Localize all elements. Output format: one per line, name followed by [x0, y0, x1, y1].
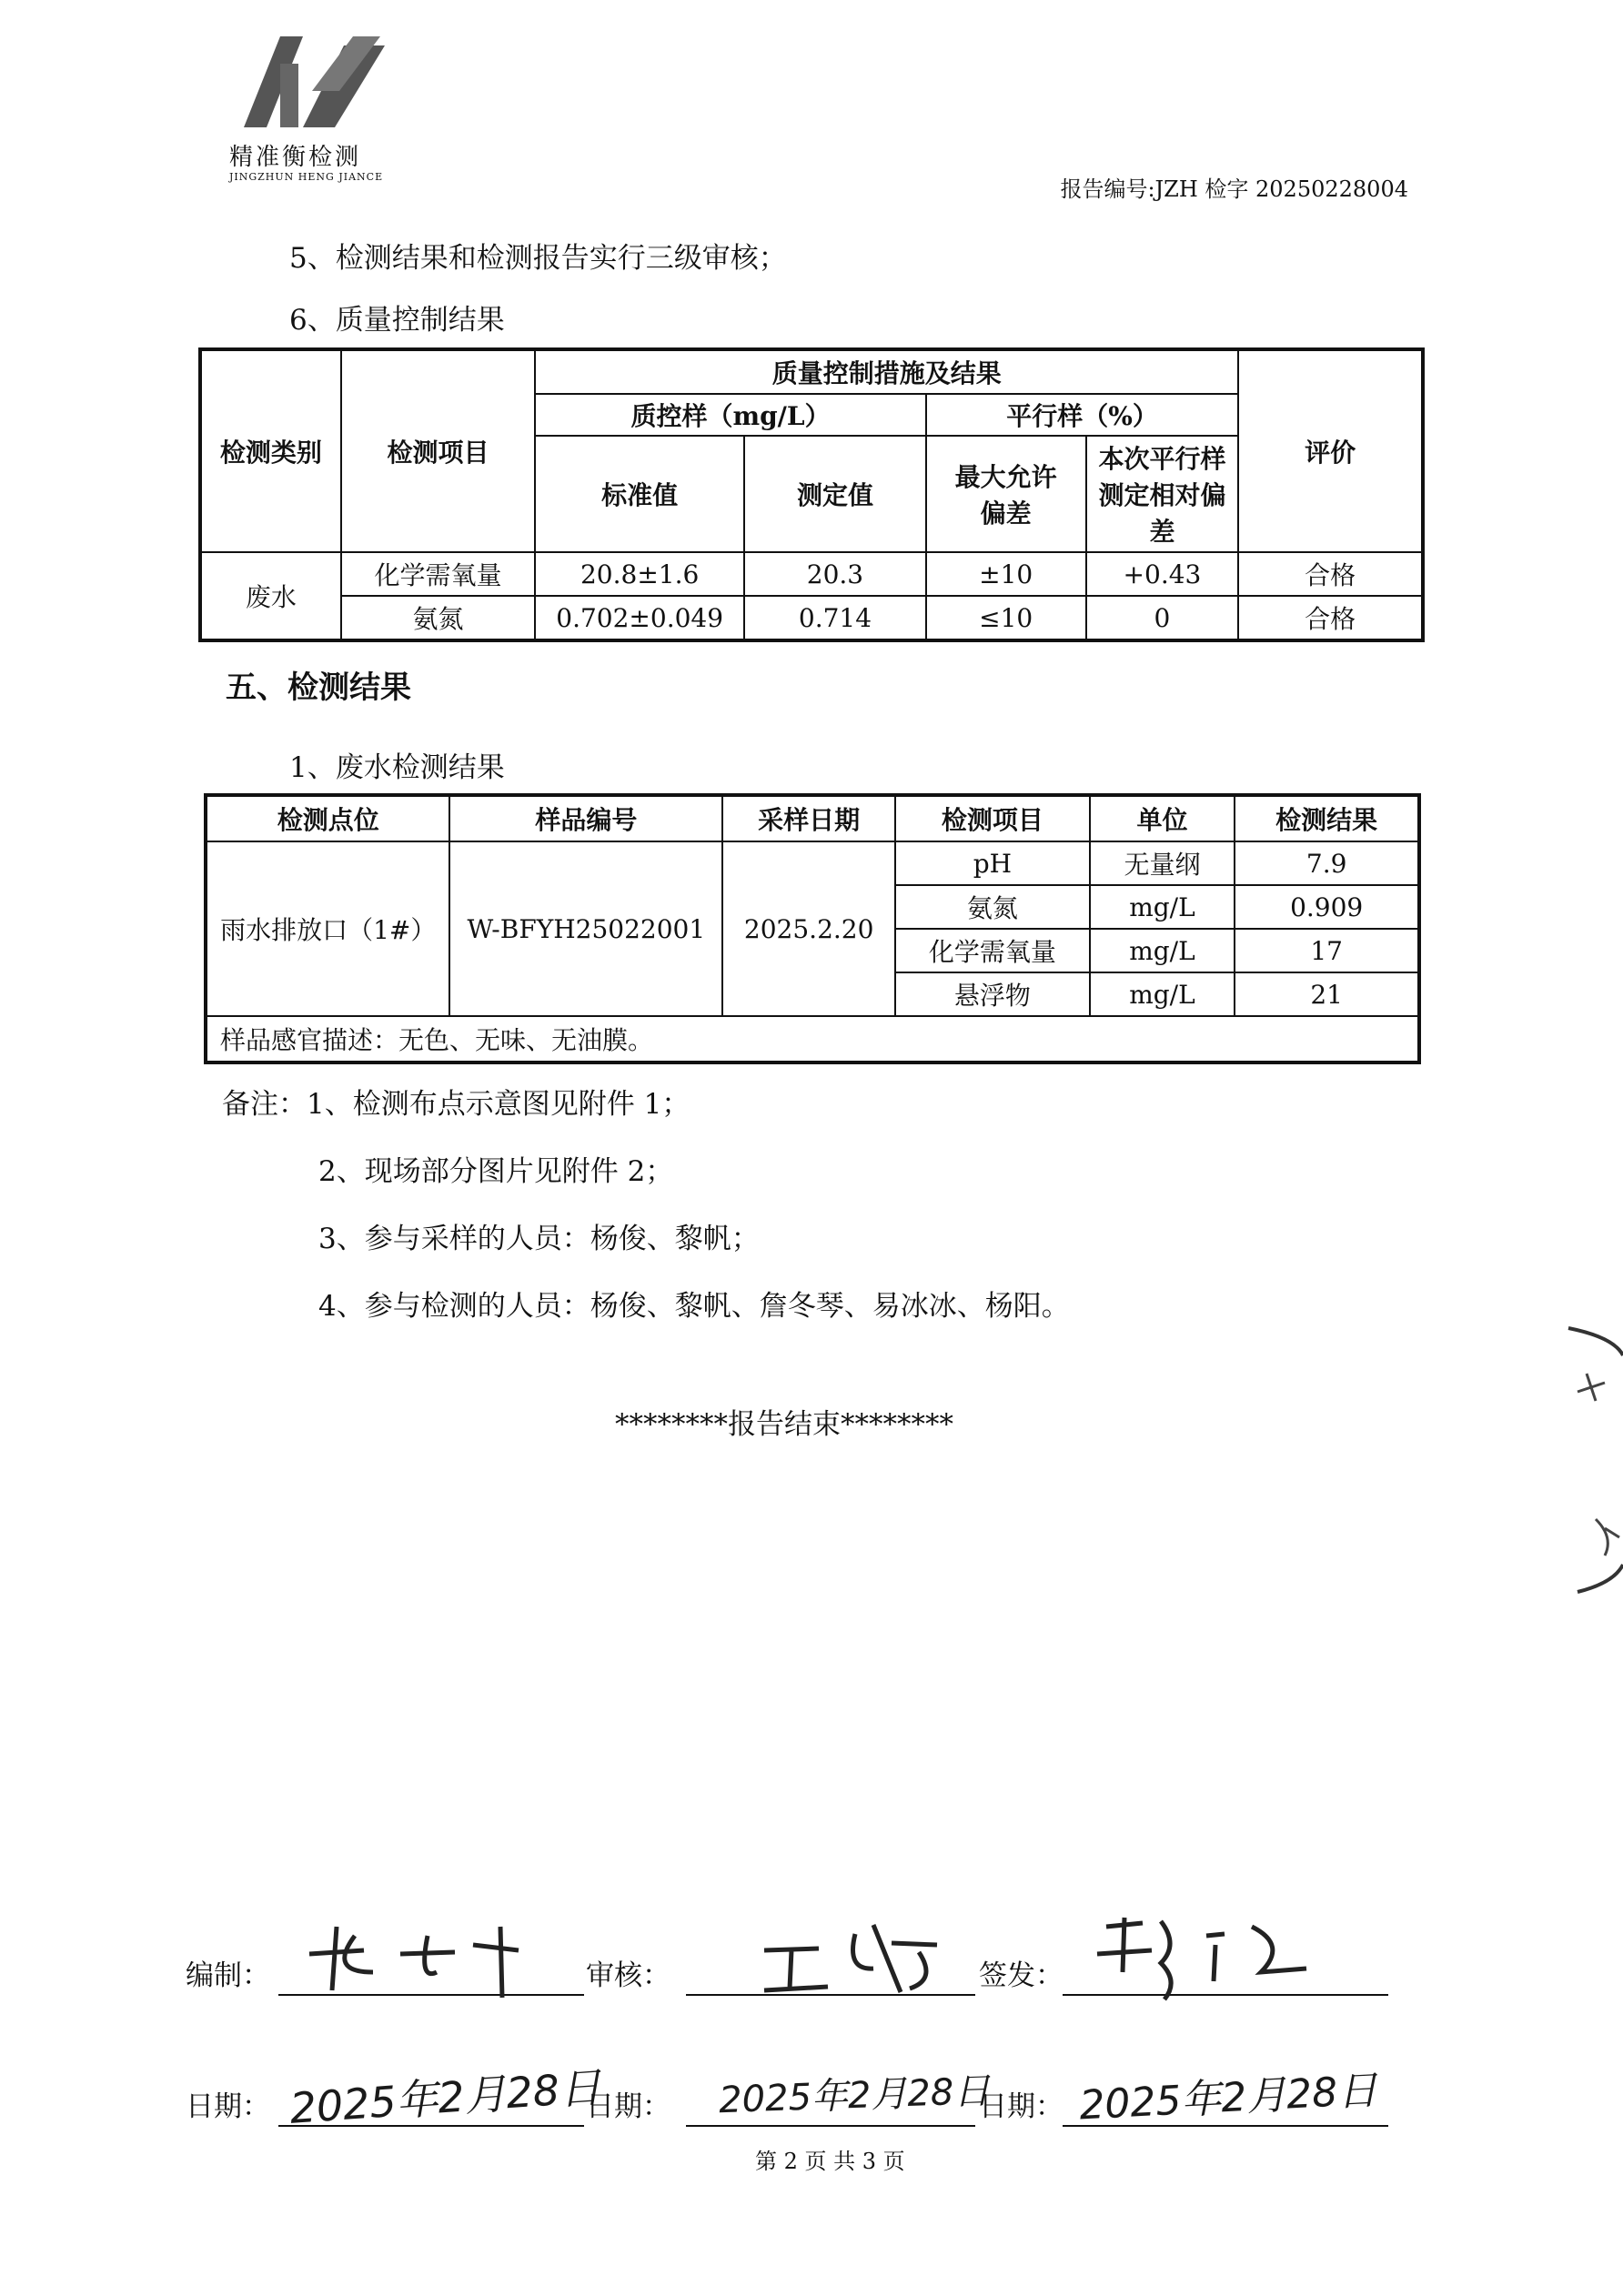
qc-cell: +0.43 — [1086, 552, 1239, 596]
result-cell: mg/L — [1090, 885, 1235, 929]
compile-date: 2025年2月28日 — [287, 2062, 603, 2133]
qc-subheader-maxdev: 最大允许偏差 — [926, 436, 1086, 552]
section-subtitle: 1、废水检测结果 — [289, 751, 505, 784]
result-cell: 17 — [1235, 929, 1418, 972]
compile-label: 编制： — [186, 1959, 270, 1992]
result-table — [206, 795, 1419, 1062]
table-row — [207, 841, 1418, 885]
qc-subheader-std: 标准值 — [535, 436, 744, 552]
compiler-signature — [300, 1918, 537, 1999]
result-header: 检测结果 — [1235, 796, 1418, 841]
qc-header-eval: 评价 — [1238, 350, 1422, 552]
logo-text: 精准衡检测 — [229, 144, 362, 171]
note-4: 4、参与检测的人员：杨俊、黎帆、詹冬琴、易冰冰、杨阳。 — [318, 1290, 1070, 1323]
result-cell: mg/L — [1090, 972, 1235, 1016]
qc-category-cell: 废水 — [201, 552, 341, 639]
qc-header-group: 质量控制措施及结果 — [535, 350, 1238, 394]
logo-subtext: JINGZHUN HENG JIANCE — [229, 171, 384, 183]
qc-header-item: 检测项目 — [341, 350, 536, 552]
issue-date: 2025年2月28日 — [1078, 2067, 1379, 2130]
result-cell: mg/L — [1090, 929, 1235, 972]
qc-subheader-measured: 测定值 — [744, 436, 926, 552]
result-header: 样品编号 — [449, 796, 722, 841]
result-cell: 氨氮 — [895, 885, 1089, 929]
review-label: 审核： — [586, 1959, 670, 1992]
result-cell: 7.9 — [1235, 841, 1418, 885]
result-date: 2025.2.20 — [722, 841, 895, 1016]
note-3: 3、参与采样的人员：杨俊、黎帆； — [318, 1223, 760, 1255]
result-cell: pH — [895, 841, 1089, 885]
qc-cell: 20.8±1.6 — [535, 552, 744, 596]
report-end: ********报告结束******** — [615, 1408, 953, 1441]
qc-cell: 合格 — [1238, 596, 1422, 639]
company-logo — [226, 27, 389, 136]
result-sample-no: W-BFYH25022001 — [449, 841, 722, 1016]
table-row — [201, 552, 1422, 596]
result-cell: 悬浮物 — [895, 972, 1089, 1016]
review-date: 2025年2月28日 — [718, 2069, 991, 2122]
qc-table — [200, 349, 1423, 640]
qc-cell: 合格 — [1238, 552, 1422, 596]
result-header: 单位 — [1090, 796, 1235, 841]
table-row — [201, 596, 1422, 639]
issuer-signature — [1088, 1908, 1316, 2009]
qc-cell: ±10 — [926, 552, 1086, 596]
qc-subheader-thisdev: 本次平行样测定相对偏差 — [1086, 436, 1239, 552]
result-cell: 0.909 — [1235, 885, 1418, 929]
qc-cell: 0.714 — [744, 596, 926, 639]
reviewer-signature — [755, 1916, 964, 1998]
note-2: 2、现场部分图片见附件 2； — [318, 1155, 674, 1188]
qc-cell: 氨氮 — [341, 596, 536, 639]
issue-date-label: 日期： — [979, 2090, 1064, 2123]
qc-header-category: 检测类别 — [201, 350, 341, 552]
issue-label: 签发： — [979, 1959, 1064, 1992]
sample-description: 样品感官描述：无色、无味、无油膜。 — [207, 1016, 1418, 1062]
qc-cell: 0.702±0.049 — [535, 596, 744, 639]
result-cell: 无量纲 — [1090, 841, 1235, 885]
qc-cell: 0 — [1086, 596, 1239, 639]
item-6: 6、质量控制结果 — [289, 304, 505, 337]
result-header: 采样日期 — [722, 796, 895, 841]
qc-cell: 20.3 — [744, 552, 926, 596]
compile-date-label: 日期： — [186, 2090, 270, 2123]
report-number: 报告编号:JZH 检字 20250228004 — [1060, 176, 1408, 202]
result-header: 检测项目 — [895, 796, 1089, 841]
qc-cell: 化学需氧量 — [341, 552, 536, 596]
seal-stamp-edge — [1559, 1319, 1623, 1646]
result-point: 雨水排放口（1#） — [207, 841, 449, 1016]
qc-subheader-qc: 质控样（mg/L） — [535, 394, 926, 436]
result-header: 检测点位 — [207, 796, 449, 841]
result-cell: 化学需氧量 — [895, 929, 1089, 972]
item-5: 5、检测结果和检测报告实行三级审核； — [289, 242, 787, 275]
qc-subheader-parallel: 平行样（%） — [926, 394, 1239, 436]
qc-cell: ≤10 — [926, 596, 1086, 639]
result-cell: 21 — [1235, 972, 1418, 1016]
review-date-label: 日期： — [586, 2090, 670, 2123]
page-number: 第 2 页 共 3 页 — [755, 2149, 905, 2174]
section-title: 五、检测结果 — [226, 670, 411, 706]
note-1: 备注：1、检测布点示意图见附件 1； — [222, 1088, 691, 1121]
